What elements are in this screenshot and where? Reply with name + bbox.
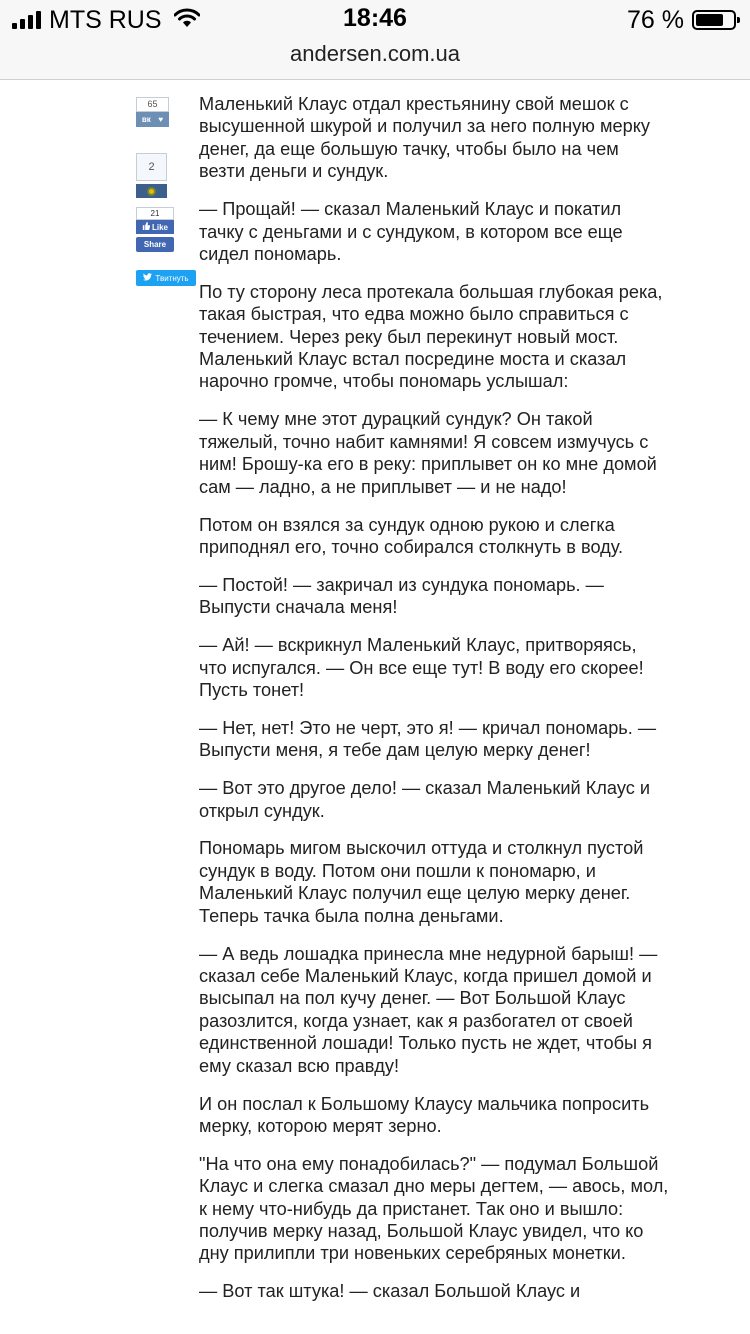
address-bar[interactable]: [0, 40, 750, 80]
story-paragraph: Маленький Клаус отдал крестьянину свой мешок с высушенной шкурой и получил за него полную мерку денег, да еще большую тачку, чтобы было на чем везти деньги и сундук.: [199, 94, 650, 182]
tweet-button[interactable]: [136, 270, 196, 286]
ok-share-button[interactable]: [136, 184, 167, 198]
fb-like-button[interactable]: [136, 220, 174, 234]
story-paragraph: По ту сторону леса протекала большая глубокая река, такая быстрая, что едва можно было справиться с течением. Через реку был перекинут новый мост. Маленький Клаус встал посредине моста и сказал нарочно громче, чтобы пономарь услышал:: [199, 281, 663, 392]
fb-like-label: Like: [151, 222, 168, 232]
fb-count: 21: [136, 207, 174, 220]
story-paragraph: — Нет, нет! Это не черт, это я! — кричал пономарь. — Выпусти меня, я тебе дам целую мерку денег!: [199, 717, 657, 761]
carrier-name: MTS RUS: [49, 5, 162, 34]
story-paragraph: "На что она ему понадобилась?" — подумал Большой Клаус и слегка смазал дно меры дегтем, — авось, мол, к нему что-нибудь да пристанет. Так оно и вышло: получив мерку назад, Большой Клаус увидел, что ко дну прилипли три новеньких серебряных монетки.: [199, 1153, 669, 1264]
odnoklassniki-icon: [147, 187, 156, 196]
clock: 18:46: [343, 4, 407, 32]
vk-share-button[interactable]: [136, 112, 169, 127]
story-paragraph: Пономарь мигом выскочил оттуда и столкнул пустой сундук в воду. Потом они пошли к пономарю, и Маленький Клаус получил еще целую мерку денег. Теперь тачка была полна деньгами.: [199, 838, 644, 926]
story-paragraph: — Постой! — закричал из сундука пономарь. — Выпусти сначала меня!: [199, 574, 604, 618]
story-text: [199, 93, 669, 1318]
story-paragraph: — А ведь лошадка принесла мне недурной барыш! — сказал себе Маленький Клаус, когда пришел домой и высыпал на пол кучу денег. — Вот Большой Клаус разозлится, когда узнает, как я разбогател от своей единственной лошади! Только пусть не ждет, чтобы я ему сказал всю правду!: [199, 943, 658, 1076]
story-paragraph: И он послал к Большому Клаусу мальчика попросить мерку, которою мерят зерно.: [199, 1093, 650, 1136]
thumbs-up-icon: [142, 222, 150, 232]
story-paragraph: — Вот это другое дело! — сказал Маленький Клаус и открыл сундук.: [199, 778, 651, 821]
story-paragraph: — Ай! — вскрикнул Маленький Клаус, притворяясь, что испугался. — Он все еще тут! В воду его скорее! Пусть тонет!: [199, 635, 644, 700]
url-text[interactable]: andersen.com.ua: [290, 41, 460, 66]
vk-share[interactable]: [136, 97, 169, 127]
fb-share[interactable]: [136, 207, 174, 252]
ok-share[interactable]: [136, 153, 167, 198]
vk-count: 65: [136, 97, 169, 112]
status-bar: [0, 0, 750, 40]
story-paragraph: Потом он взялся за сундук одною рукою и слегка приподнял его, точно собирался столкнуть в воду.: [199, 514, 624, 557]
battery-fill: [696, 14, 723, 26]
heart-icon: ♥: [158, 115, 164, 124]
story-paragraph: — К чему мне этот дурацкий сундук? Он такой тяжелый, точно набит камнями! Я совсем измучусь с ним! Брошу-ка его в реку: приплывет он ко мне домой сам — ладно, а не приплывет — и не надо!: [199, 409, 657, 497]
story-paragraph: — Вот так штука! — сказал Большой Клаус и: [199, 1281, 581, 1302]
story-paragraph: — Прощай! — сказал Маленький Клаус и покатил тачку с деньгами и с сундуком, в котором все еще сидел пономарь.: [199, 199, 623, 264]
ok-count: 2: [136, 153, 167, 181]
battery-group: [627, 6, 736, 34]
tweet-label: Твитнуть: [155, 273, 189, 283]
twitter-bird-icon: [143, 273, 152, 283]
vk-label: вк: [141, 115, 151, 124]
battery-percent: 76 %: [627, 5, 684, 34]
fb-share-button[interactable]: Share: [136, 237, 174, 252]
battery-icon: [692, 10, 736, 30]
